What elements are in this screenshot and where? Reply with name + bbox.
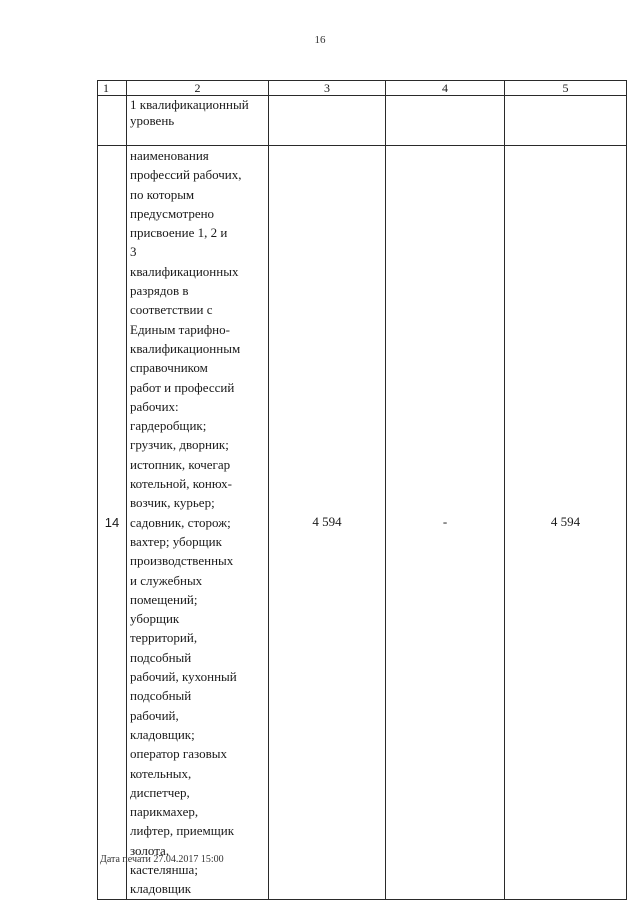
profession-description <box>127 146 269 900</box>
header-col-2: 2 <box>127 81 269 96</box>
description-line: и служебных <box>130 572 203 588</box>
description-line: лифтер, приемщик <box>130 823 235 839</box>
description-line: 3 <box>130 244 137 260</box>
description-line: кладовщик <box>130 881 192 897</box>
description-line: подсобный <box>130 688 192 704</box>
description-line: кладовщик; <box>130 726 195 742</box>
description-line: профессий рабочих, <box>130 167 242 183</box>
description-line: производственных <box>130 553 234 569</box>
description-line: рабочий, <box>130 707 179 723</box>
description-line: рабочих: <box>130 398 179 414</box>
description-line: гардеробщик; <box>130 418 207 434</box>
description-line: справочником <box>130 360 208 376</box>
page-number: 16 <box>314 34 326 46</box>
description-line: возчик, курьер; <box>130 495 215 511</box>
description-line: истопник, кочегар <box>130 456 231 472</box>
description-line: диспетчер, <box>130 784 190 800</box>
salary-col-3: 4 594 <box>269 146 386 900</box>
header-col-1: 1 <box>98 81 127 96</box>
description-line: территорий, <box>130 630 198 646</box>
description-line: соответствии с <box>130 302 213 318</box>
description-line: квалификационным <box>130 340 241 356</box>
level-cell-5 <box>505 96 627 146</box>
description-line: по которым <box>130 186 195 202</box>
description-line: подсобный <box>130 649 192 665</box>
description-line: присвоение 1, 2 и <box>130 225 228 241</box>
level-cell-1 <box>98 96 127 146</box>
description-line: предусмотрено <box>130 205 215 221</box>
table-row-level <box>98 96 627 146</box>
table-header-row <box>98 81 627 96</box>
salary-col-4: - <box>386 146 505 900</box>
description-line: парикмахер, <box>130 804 199 820</box>
description-line: работ и профессий <box>130 379 235 395</box>
description-line: помещений; <box>130 591 198 607</box>
description-line: рабочий, кухонный <box>130 669 237 685</box>
description-line: котельной, конюх- <box>130 476 232 492</box>
description-line: кастелянша; <box>130 861 198 877</box>
salary-col-5: 4 594 <box>505 146 627 900</box>
row-number: 14 <box>98 146 127 900</box>
header-col-4: 4 <box>386 81 505 96</box>
description-line: разрядов в <box>130 283 189 299</box>
description-line: наименования <box>130 148 209 163</box>
header-col-5: 5 <box>505 81 627 96</box>
description-line: квалификационных <box>130 263 239 279</box>
profession-description-lines <box>130 146 265 899</box>
salary-table <box>97 80 627 900</box>
level-cell-3 <box>269 96 386 146</box>
table-row-14 <box>98 146 627 900</box>
description-line: оператор газовых <box>130 746 227 762</box>
description-line: вахтер; уборщик <box>130 533 222 549</box>
print-date: Дата печати 27.04.2017 15:00 <box>100 854 224 865</box>
description-line: грузчик, дворник; <box>130 437 229 453</box>
description-line: котельных, <box>130 765 192 781</box>
description-line: уборщик <box>130 611 180 627</box>
description-line: Единым тарифно- <box>130 321 230 337</box>
description-line: садовник, сторож; <box>130 514 231 530</box>
description-line: золота, <box>130 842 170 858</box>
level-cell-2: 1 квалификационный уровень <box>127 96 269 146</box>
level-cell-4 <box>386 96 505 146</box>
header-col-3: 3 <box>269 81 386 96</box>
